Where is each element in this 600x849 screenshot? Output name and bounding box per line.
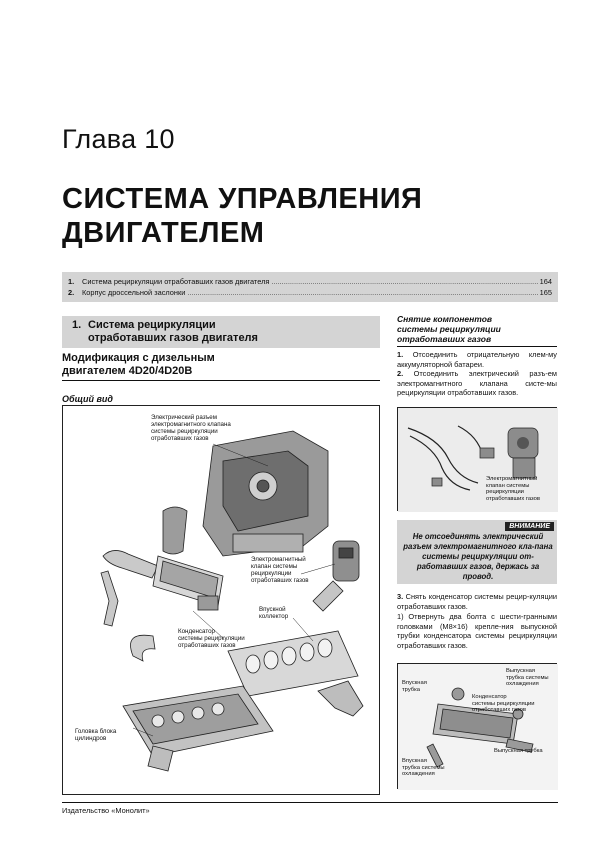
- warning-text: Не отсоединять электрический разъем электромагнитного кла-пана системы рециркуляции от-работавших газов, держась за провод.: [403, 532, 553, 581]
- section-heading: [62, 316, 380, 348]
- callout-intake-tube: Впускная трубка: [402, 680, 427, 693]
- callout-photo1-valve: Электромагнитный клапан системы рециркуляции отработавших газов: [486, 476, 540, 502]
- general-view-label: Общий вид: [62, 394, 113, 404]
- callout-intake-manifold: Впускной коллектор: [259, 606, 289, 620]
- callout-cylinder-head: Головка блока цилиндров: [75, 728, 117, 742]
- step-3-substep: [397, 612, 557, 650]
- warning-box: [397, 520, 557, 584]
- photo-egr-connector: [397, 407, 557, 511]
- photo-condenser: [397, 663, 557, 789]
- chapter-label: Глава 10: [62, 124, 175, 154]
- toc-item[interactable]: [68, 287, 552, 298]
- toc-leader-dots: [271, 276, 537, 287]
- callout-condenser: Конденсатор системы рециркуляции отработавших газов: [472, 694, 535, 713]
- subsection-line-1: Модификация с дизельным: [62, 352, 215, 364]
- engine-diagram: [62, 405, 380, 795]
- section-title-line-2: отработавших газов двигателя: [88, 332, 258, 344]
- toc-item-title: Система рециркуляции отработавших газов двигателя: [82, 277, 270, 286]
- step-3: [397, 592, 557, 611]
- step-text: Отсоединить электрический разъ-ем электромагнитного клапана систе-мы рециркуляции отработавших газов.: [397, 369, 557, 398]
- step-2: [397, 369, 557, 398]
- section-title-line-1: Система рециркуляции: [88, 319, 216, 331]
- section-number: 1.: [72, 319, 82, 331]
- callout-egr-valve: Электромагнитный клапан системы рециркуляции отработавших газов: [251, 556, 309, 584]
- step-number: 2.: [397, 369, 404, 378]
- toc-item-number: 2.: [68, 288, 75, 297]
- callout-inlet-cooling-tube: Впускная трубка системы охлаждения: [402, 758, 445, 777]
- step-number: 1.: [397, 350, 404, 359]
- substep-text: 1) Отвернуть два болта с шести-гранными головками (M8×16) крепле-ния выпускной трубки конденсатора системы рециркуляции отработавших газов.: [397, 612, 557, 650]
- callout-exhaust-tube: Выпускная трубка: [494, 748, 543, 754]
- step-number: 3.: [397, 592, 404, 601]
- warning-badge: ВНИМАНИЕ: [505, 522, 554, 531]
- step-1: [397, 350, 557, 369]
- page-title-line-2: ДВИГАТЕЛЕМ: [62, 217, 265, 249]
- table-of-contents: [62, 272, 558, 302]
- step-text: Снять конденсатор системы рецир-куляции отработавших газов.: [397, 592, 557, 611]
- toc-item-number: 1.: [68, 277, 75, 286]
- callout-electrical-connector: Электрический разъем электромагнитного клапана системы рециркуляции отработавших газов: [151, 414, 231, 442]
- removal-heading: Снятие компонентов системы рециркуляции отработавших газов: [397, 314, 557, 347]
- subsection-line-2: двигателем 4D20/4D20B: [62, 365, 193, 377]
- publisher-footer: Издательство «Монолит»: [62, 806, 150, 815]
- footer-divider: [62, 802, 558, 803]
- page-title: [62, 182, 422, 250]
- subsection-heading: [62, 352, 380, 381]
- toc-leader-dots: [187, 287, 537, 298]
- page-title-line-1: СИСТЕМА УПРАВЛЕНИЯ: [62, 183, 423, 215]
- toc-item-title: Корпус дроссельной заслонки: [82, 288, 186, 297]
- callout-outlet-cooling-tube: Выпускная трубка системы охлаждения: [506, 668, 549, 687]
- toc-item[interactable]: [68, 276, 552, 287]
- toc-item-page: 164: [539, 277, 552, 286]
- callout-egr-condenser: Конденсатор системы рециркуляции отработавших газов: [178, 628, 245, 649]
- step-text: Отсоединить отрицательную клем-му аккумуляторной батареи.: [397, 350, 558, 369]
- toc-item-page: 165: [539, 288, 552, 297]
